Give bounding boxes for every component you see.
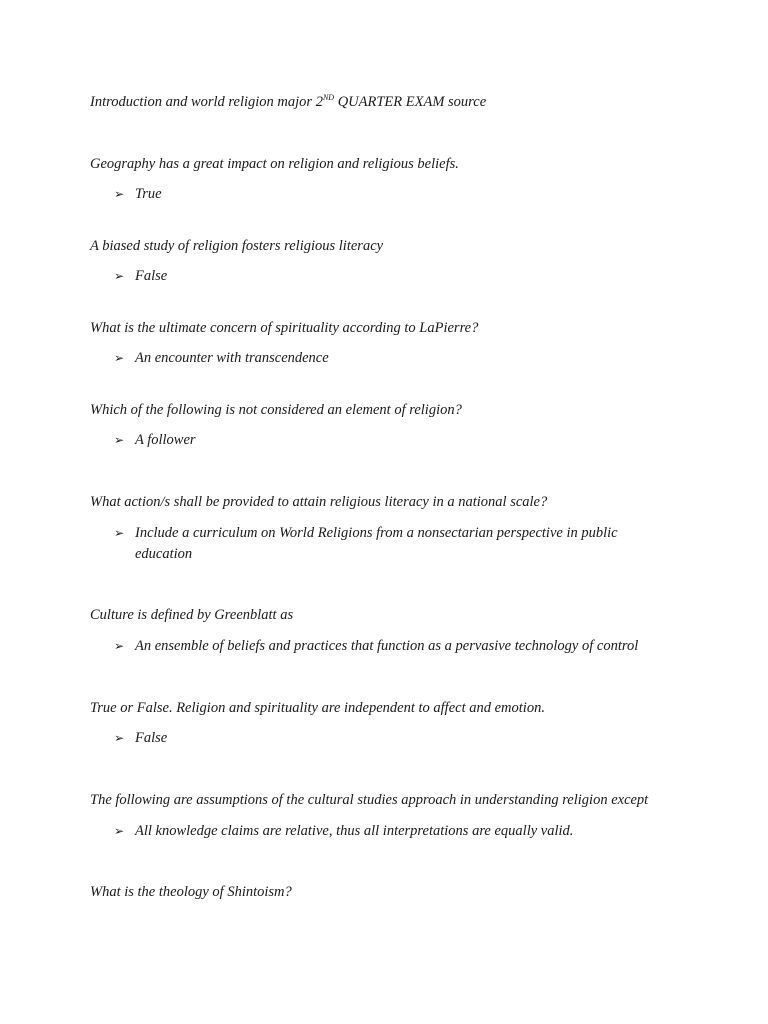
title-superscript: ND [322,93,335,103]
answer-text: False [135,268,168,284]
arrow-bullet-icon: ➢ [114,433,125,447]
title-text-end: QUARTER EXAM source [334,94,487,110]
arrow-bullet-icon: ➢ [114,731,125,745]
arrow-bullet-icon: ➢ [114,351,125,365]
answer-1 [114,184,674,205]
arrow-bullet-icon: ➢ [114,526,125,540]
question-4: Which of the following is not considered an element of religion? [90,402,462,418]
arrow-bullet-icon: ➢ [114,269,125,283]
answer-4 [114,430,674,451]
answer-6 [114,636,674,657]
answer-text: False [135,730,168,746]
question-2: A biased study of religion fosters religious literacy [90,238,384,254]
arrow-bullet-icon: ➢ [114,639,125,653]
document-title [90,93,486,111]
answer-text: Include a curriculum on World Religions from a nonsectarian perspective in public education [135,525,618,562]
answer-text: A follower [135,432,196,448]
arrow-bullet-icon: ➢ [114,187,125,201]
answer-text: An ensemble of beliefs and practices that function as a pervasive technology of control [135,638,639,654]
question-9: What is the theology of Shintoism? [90,884,292,900]
answer-text: True [135,186,162,202]
answer-text: An encounter with transcendence [135,350,329,366]
question-3: What is the ultimate concern of spirituality according to LaPierre? [90,320,479,336]
arrow-bullet-icon: ➢ [114,824,125,838]
answer-5 [114,523,674,565]
question-7: True or False. Religion and spirituality are independent to affect and emotion. [90,700,545,716]
question-1: Geography has a great impact on religion and religious beliefs. [90,156,459,172]
question-5: What action/s shall be provided to attain religious literacy in a national scale? [90,494,548,510]
title-text: Introduction and world religion major 2 [90,94,323,110]
answer-2 [114,266,674,287]
answer-7 [114,728,674,749]
answer-3 [114,348,674,369]
answer-8 [114,821,674,842]
answer-text: All knowledge claims are relative, thus all interpretations are equally valid. [135,823,574,839]
question-6: Culture is defined by Greenblatt as [90,607,294,623]
question-8: The following are assumptions of the cultural studies approach in understanding religion except [90,792,649,808]
